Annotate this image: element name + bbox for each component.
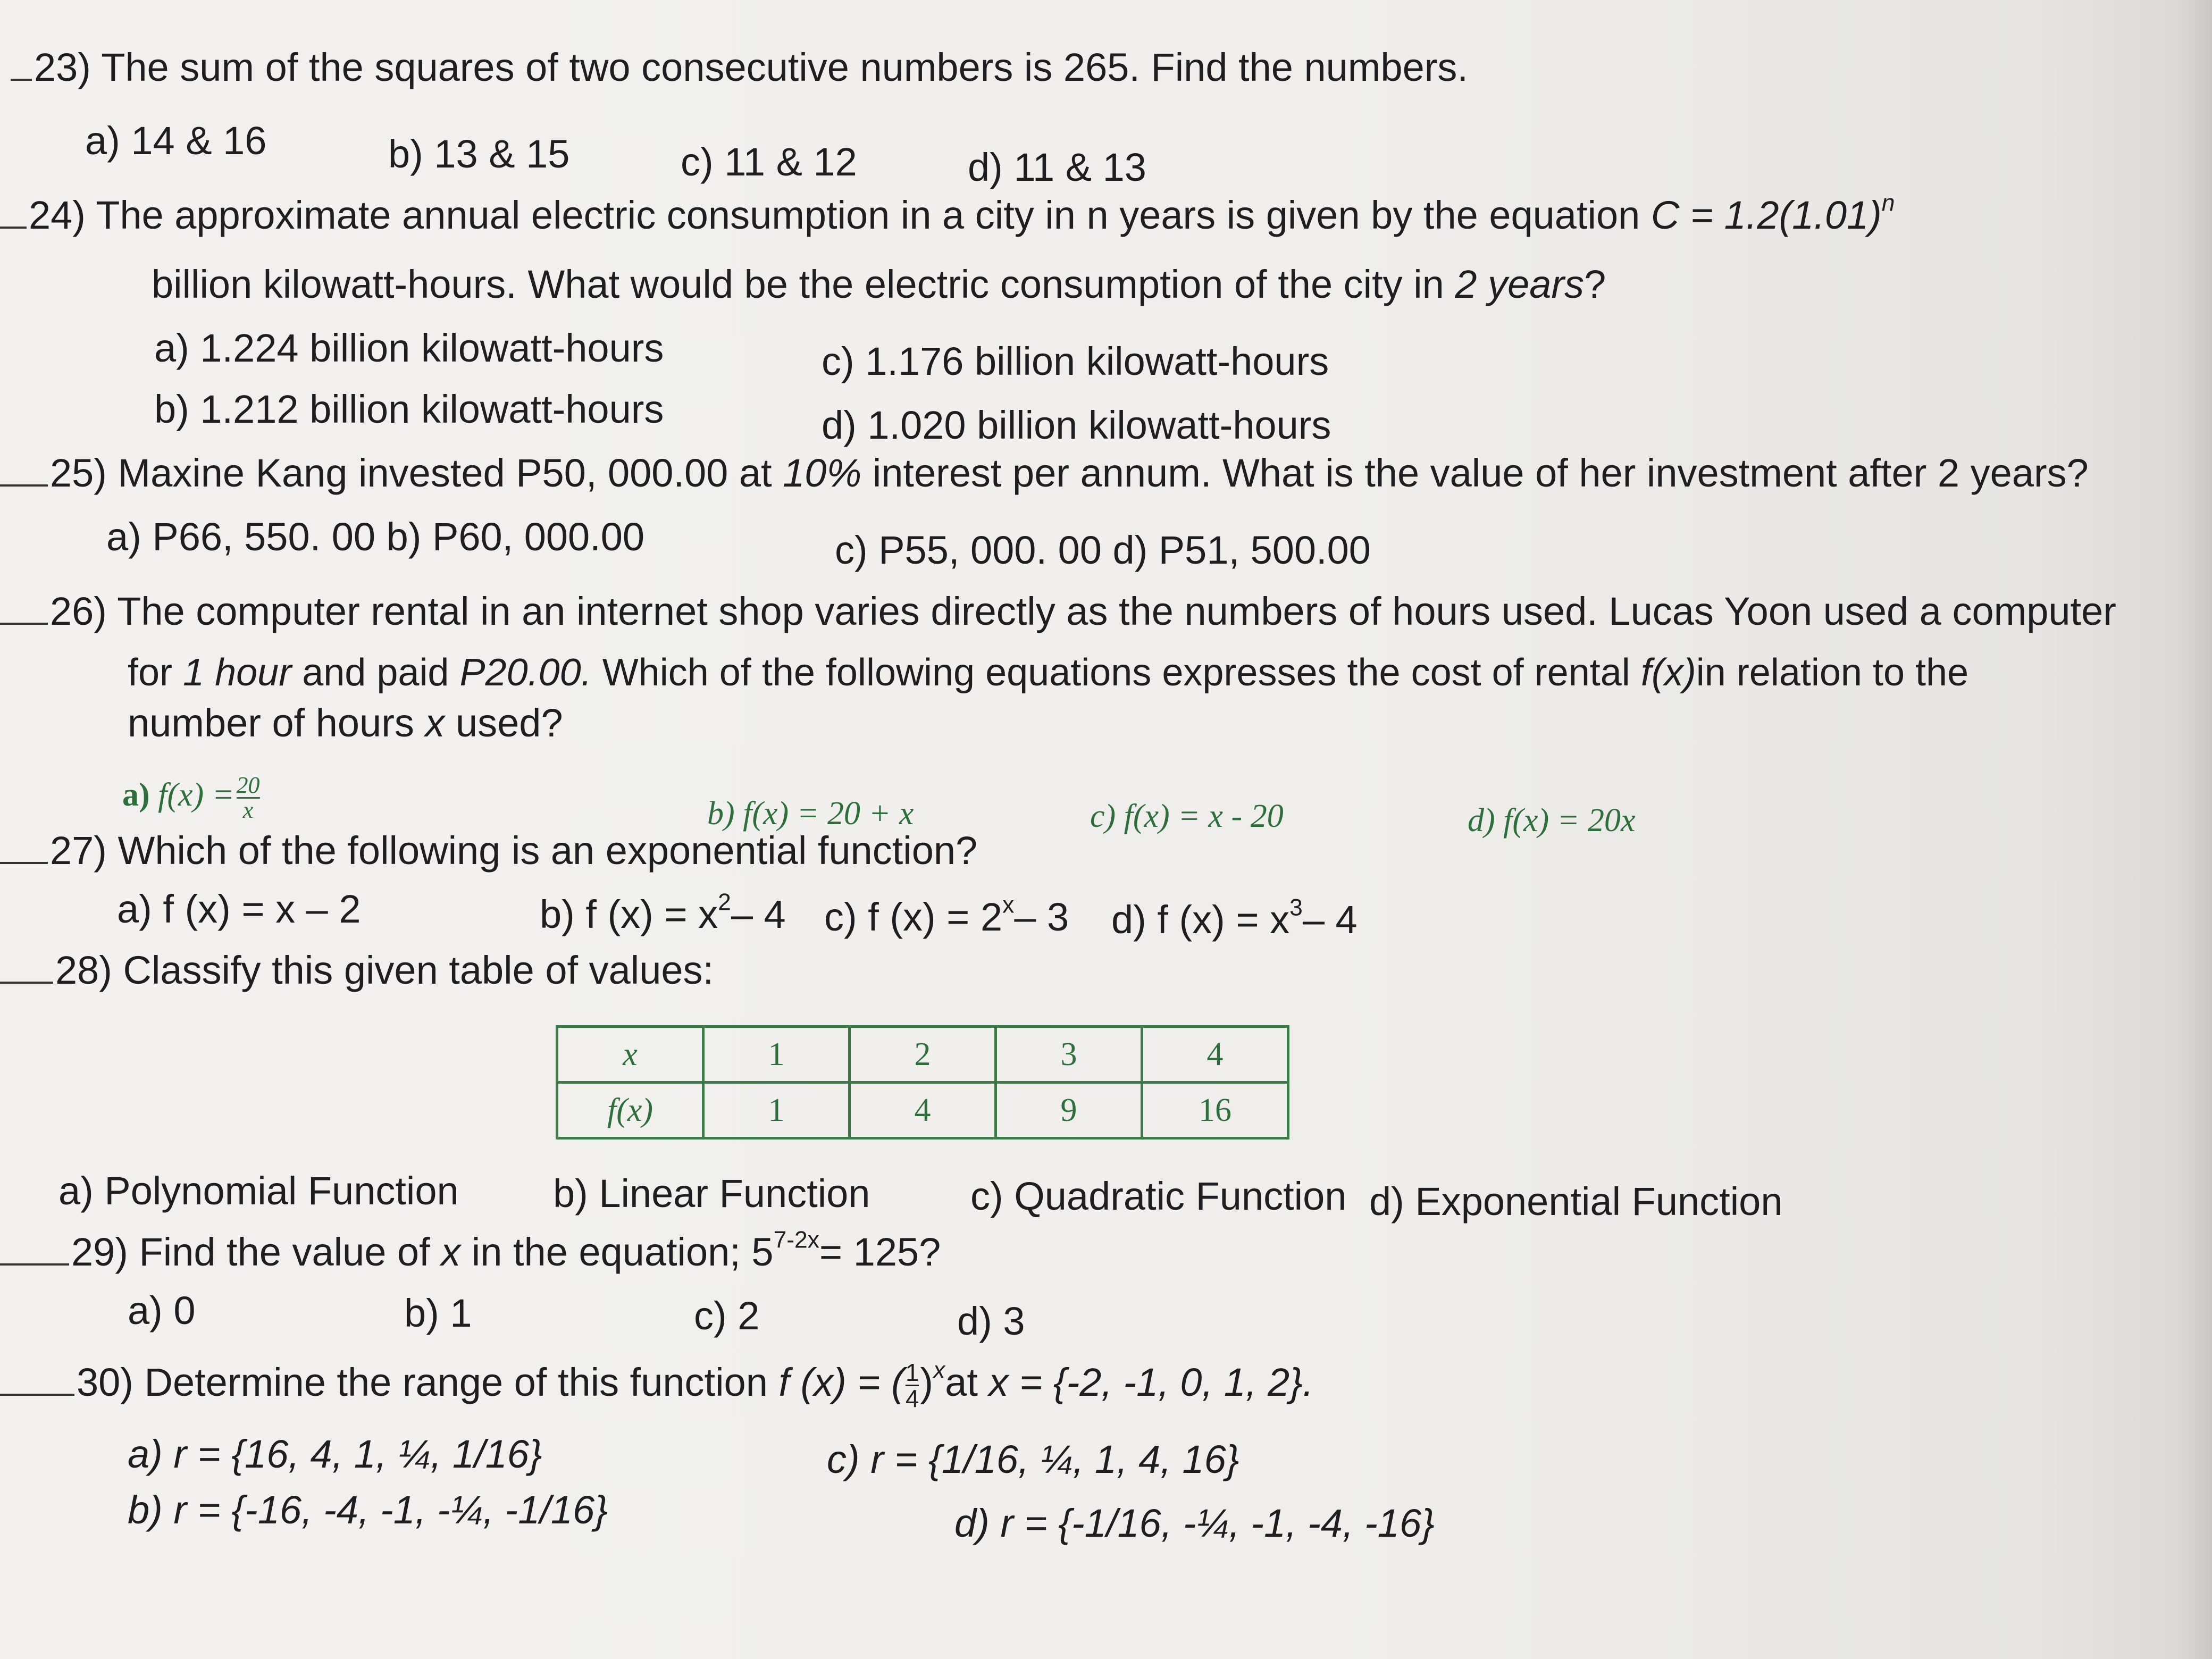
- question-25-rate: 10%: [783, 451, 862, 495]
- q30-choice-a: a) r = {16, 4, 1, ¼, 1/16}: [128, 1432, 542, 1476]
- answer-blank-27[interactable]: [0, 831, 48, 864]
- q26-line3-x: x: [425, 701, 445, 745]
- q25-choices-cd: c) P55, 000. 00 d) P51, 500.00: [835, 528, 1371, 572]
- question-27-number: 27): [50, 828, 107, 873]
- q28-choice-d: d) Exponential Function: [1369, 1179, 1783, 1224]
- question-25-text-b: interest per annum. What is the value of her investment after 2 years?: [872, 451, 2089, 495]
- question-24-text-b: billion kilowatt-hours. What would be the electric consumption of the city in: [152, 262, 1444, 306]
- question-28-text: Classify this given table of values:: [123, 948, 714, 992]
- q24-choice-d: d) 1.020 billion kilowatt-hours: [822, 403, 1331, 447]
- answer-blank-25[interactable]: [0, 454, 48, 487]
- table-header-x: x: [557, 1027, 703, 1083]
- question-26: [0, 588, 2116, 635]
- q27-choice-a: a) f (x) = x – 2: [117, 887, 361, 931]
- answer-blank-28[interactable]: [0, 951, 53, 984]
- q26-line2-d: in relation to the: [1696, 651, 1969, 694]
- q24-choice-b: b) 1.212 billion kilowatt-hours: [154, 387, 664, 431]
- table-cell: 9: [996, 1083, 1142, 1138]
- q26-line2-c: Which of the following equations expresses the cost of rental: [602, 651, 1630, 694]
- table-cell: 16: [1142, 1083, 1288, 1138]
- q30-fraction: [906, 1360, 919, 1411]
- question-23: [11, 44, 1468, 91]
- answer-blank-30[interactable]: [0, 1363, 74, 1396]
- answer-blank-23[interactable]: [11, 48, 32, 81]
- q27-c-exp: x: [1002, 892, 1015, 918]
- q30-choice-d: d) r = {-1/16, -¼, -1, -4, -16}: [954, 1501, 1435, 1545]
- q27-d-post: – 4: [1302, 898, 1358, 942]
- question-24-equation: C = 1.2(1.01): [1650, 193, 1882, 237]
- question-26-line3: [128, 699, 563, 747]
- q26-line3-b: used?: [455, 701, 563, 745]
- q26-line2-paid: P20.00.: [459, 651, 592, 694]
- q26-line2-fx: f(x): [1640, 651, 1696, 694]
- q26-line2-hour: 1 hour: [183, 651, 292, 694]
- q29-x: x: [441, 1230, 461, 1274]
- q30-text-b: at: [945, 1360, 978, 1404]
- q29-choice-a: a) 0: [128, 1288, 196, 1333]
- q27-b-pre: b) f (x) = x: [540, 892, 718, 936]
- question-24-years: 2 years: [1455, 262, 1585, 306]
- answer-blank-24[interactable]: [0, 196, 27, 229]
- q28-choice-c: c) Quadratic Function: [970, 1174, 1347, 1218]
- question-24-line2: [152, 261, 1606, 308]
- table-header-fx: f(x): [557, 1083, 703, 1138]
- table-cell: 3: [996, 1027, 1142, 1083]
- q29-text-a: Find the value of: [139, 1230, 430, 1274]
- q28-choice-b: b) Linear Function: [553, 1171, 870, 1216]
- question-30-number: 30): [77, 1360, 133, 1404]
- q26-choice-a-label: a): [122, 777, 150, 813]
- question-25: [0, 449, 2089, 497]
- table-of-values: [556, 1025, 1289, 1139]
- q27-b-exp: 2: [718, 889, 731, 916]
- question-24-text: The approximate annual electric consumption in a city in n years is given by the equation: [96, 193, 1640, 237]
- q29-choice-d: d) 3: [957, 1299, 1025, 1343]
- question-23-text: The sum of the squares of two consecutive numbers is 265. Find the numbers.: [101, 45, 1468, 89]
- q30-fx: f (x) = (: [778, 1360, 904, 1404]
- table-cell: 2: [850, 1027, 996, 1083]
- question-24-exponent: n: [1881, 190, 1895, 216]
- question-27-text: Which of the following is an exponential function?: [118, 828, 978, 873]
- q27-choice-d: [1111, 896, 1358, 944]
- q27-d-exp: 3: [1289, 894, 1303, 921]
- table-cell: 4: [850, 1083, 996, 1138]
- question-24-end: ?: [1584, 262, 1606, 306]
- q26-line2-a: for: [128, 651, 173, 694]
- q23-choice-a: a) 14 & 16: [85, 119, 267, 163]
- q29-choice-c: c) 2: [694, 1294, 760, 1338]
- question-25-number: 25): [50, 451, 107, 495]
- answer-blank-29[interactable]: [0, 1233, 69, 1266]
- q23-choice-c: c) 11 & 12: [681, 140, 857, 184]
- q26-choice-d: d) f(x) = 20x: [1468, 802, 1636, 839]
- answer-blank-26[interactable]: [0, 592, 48, 625]
- q27-choice-c: [824, 893, 1069, 941]
- q27-c-pre: c) f (x) = 2: [824, 895, 1003, 939]
- q26-frac-num: 20: [236, 772, 260, 799]
- page-edge-shadow: [2175, 0, 2212, 1659]
- q23-choice-b: b) 13 & 15: [388, 132, 570, 176]
- q27-b-post: – 4: [731, 892, 786, 936]
- table-row-fx: [557, 1083, 1288, 1138]
- q30-choice-c: c) r = {1/16, ¼, 1, 4, 16}: [827, 1437, 1239, 1481]
- question-26-number: 26): [50, 589, 107, 633]
- question-28-number: 28): [55, 948, 112, 992]
- q29-text-b: in the equation; 5: [471, 1230, 774, 1274]
- q29-text-c: = 125?: [819, 1230, 941, 1274]
- q24-choice-a: a) 1.224 billion kilowatt-hours: [154, 326, 664, 370]
- q26-choice-a-fx: f(x) =: [158, 777, 234, 813]
- question-28: [0, 946, 714, 994]
- q25-choices-ab: a) P66, 550. 00 b) P60, 000.00: [106, 515, 645, 559]
- q30-frac-num: 1: [905, 1358, 919, 1386]
- q30-exp: x: [933, 1357, 945, 1384]
- table-cell: 1: [703, 1027, 850, 1083]
- q24-choice-c: c) 1.176 billion kilowatt-hours: [822, 339, 1329, 383]
- q26-frac-den: x: [242, 797, 254, 824]
- table-cell: 4: [1142, 1027, 1288, 1083]
- question-30: [0, 1359, 1313, 1411]
- question-24: [0, 191, 1895, 239]
- q27-d-pre: d) f (x) = x: [1111, 898, 1290, 942]
- question-25-text-a: Maxine Kang invested P50, 000.00 at: [118, 451, 772, 495]
- q27-c-post: – 3: [1014, 895, 1069, 939]
- question-24-number: 24): [29, 193, 86, 237]
- q27-choice-b: [540, 891, 786, 939]
- q30-choice-b: b) r = {-16, -4, -1, -¼, -1/16}: [128, 1488, 608, 1532]
- q23-choice-d: d) 11 & 13: [968, 145, 1146, 189]
- q29-choice-b: b) 1: [404, 1291, 472, 1335]
- q26-line3-a: number of hours: [128, 701, 414, 745]
- question-26-line1: The computer rental in an internet shop varies directly as the numbers of hours used. Lucas Yoon used a computer: [117, 589, 2116, 633]
- q29-exponent: 7-2x: [773, 1227, 819, 1253]
- q26-choice-a: [122, 771, 262, 822]
- question-29-number: 29): [71, 1230, 128, 1274]
- q26-choice-a-fraction: [237, 774, 260, 822]
- question-27: [0, 827, 977, 875]
- q30-text-a: Determine the range of this function: [144, 1360, 768, 1404]
- table-cell: 1: [703, 1083, 850, 1138]
- q30-domain: x = {-2, -1, 0, 1, 2}.: [988, 1360, 1314, 1404]
- q30-frac-den: 4: [905, 1384, 919, 1412]
- question-26-line2: [128, 649, 1968, 697]
- q26-choice-b: b) f(x) = 20 + x: [707, 795, 914, 832]
- question-23-number: 23): [34, 45, 91, 89]
- q26-line2-b: and paid: [302, 651, 449, 694]
- q30-fx-close: ): [920, 1360, 934, 1404]
- question-29: [0, 1228, 941, 1276]
- table-row-x: [557, 1027, 1288, 1083]
- q28-choice-a: a) Polynomial Function: [58, 1169, 459, 1213]
- q26-choice-c: c) f(x) = x - 20: [1090, 798, 1284, 834]
